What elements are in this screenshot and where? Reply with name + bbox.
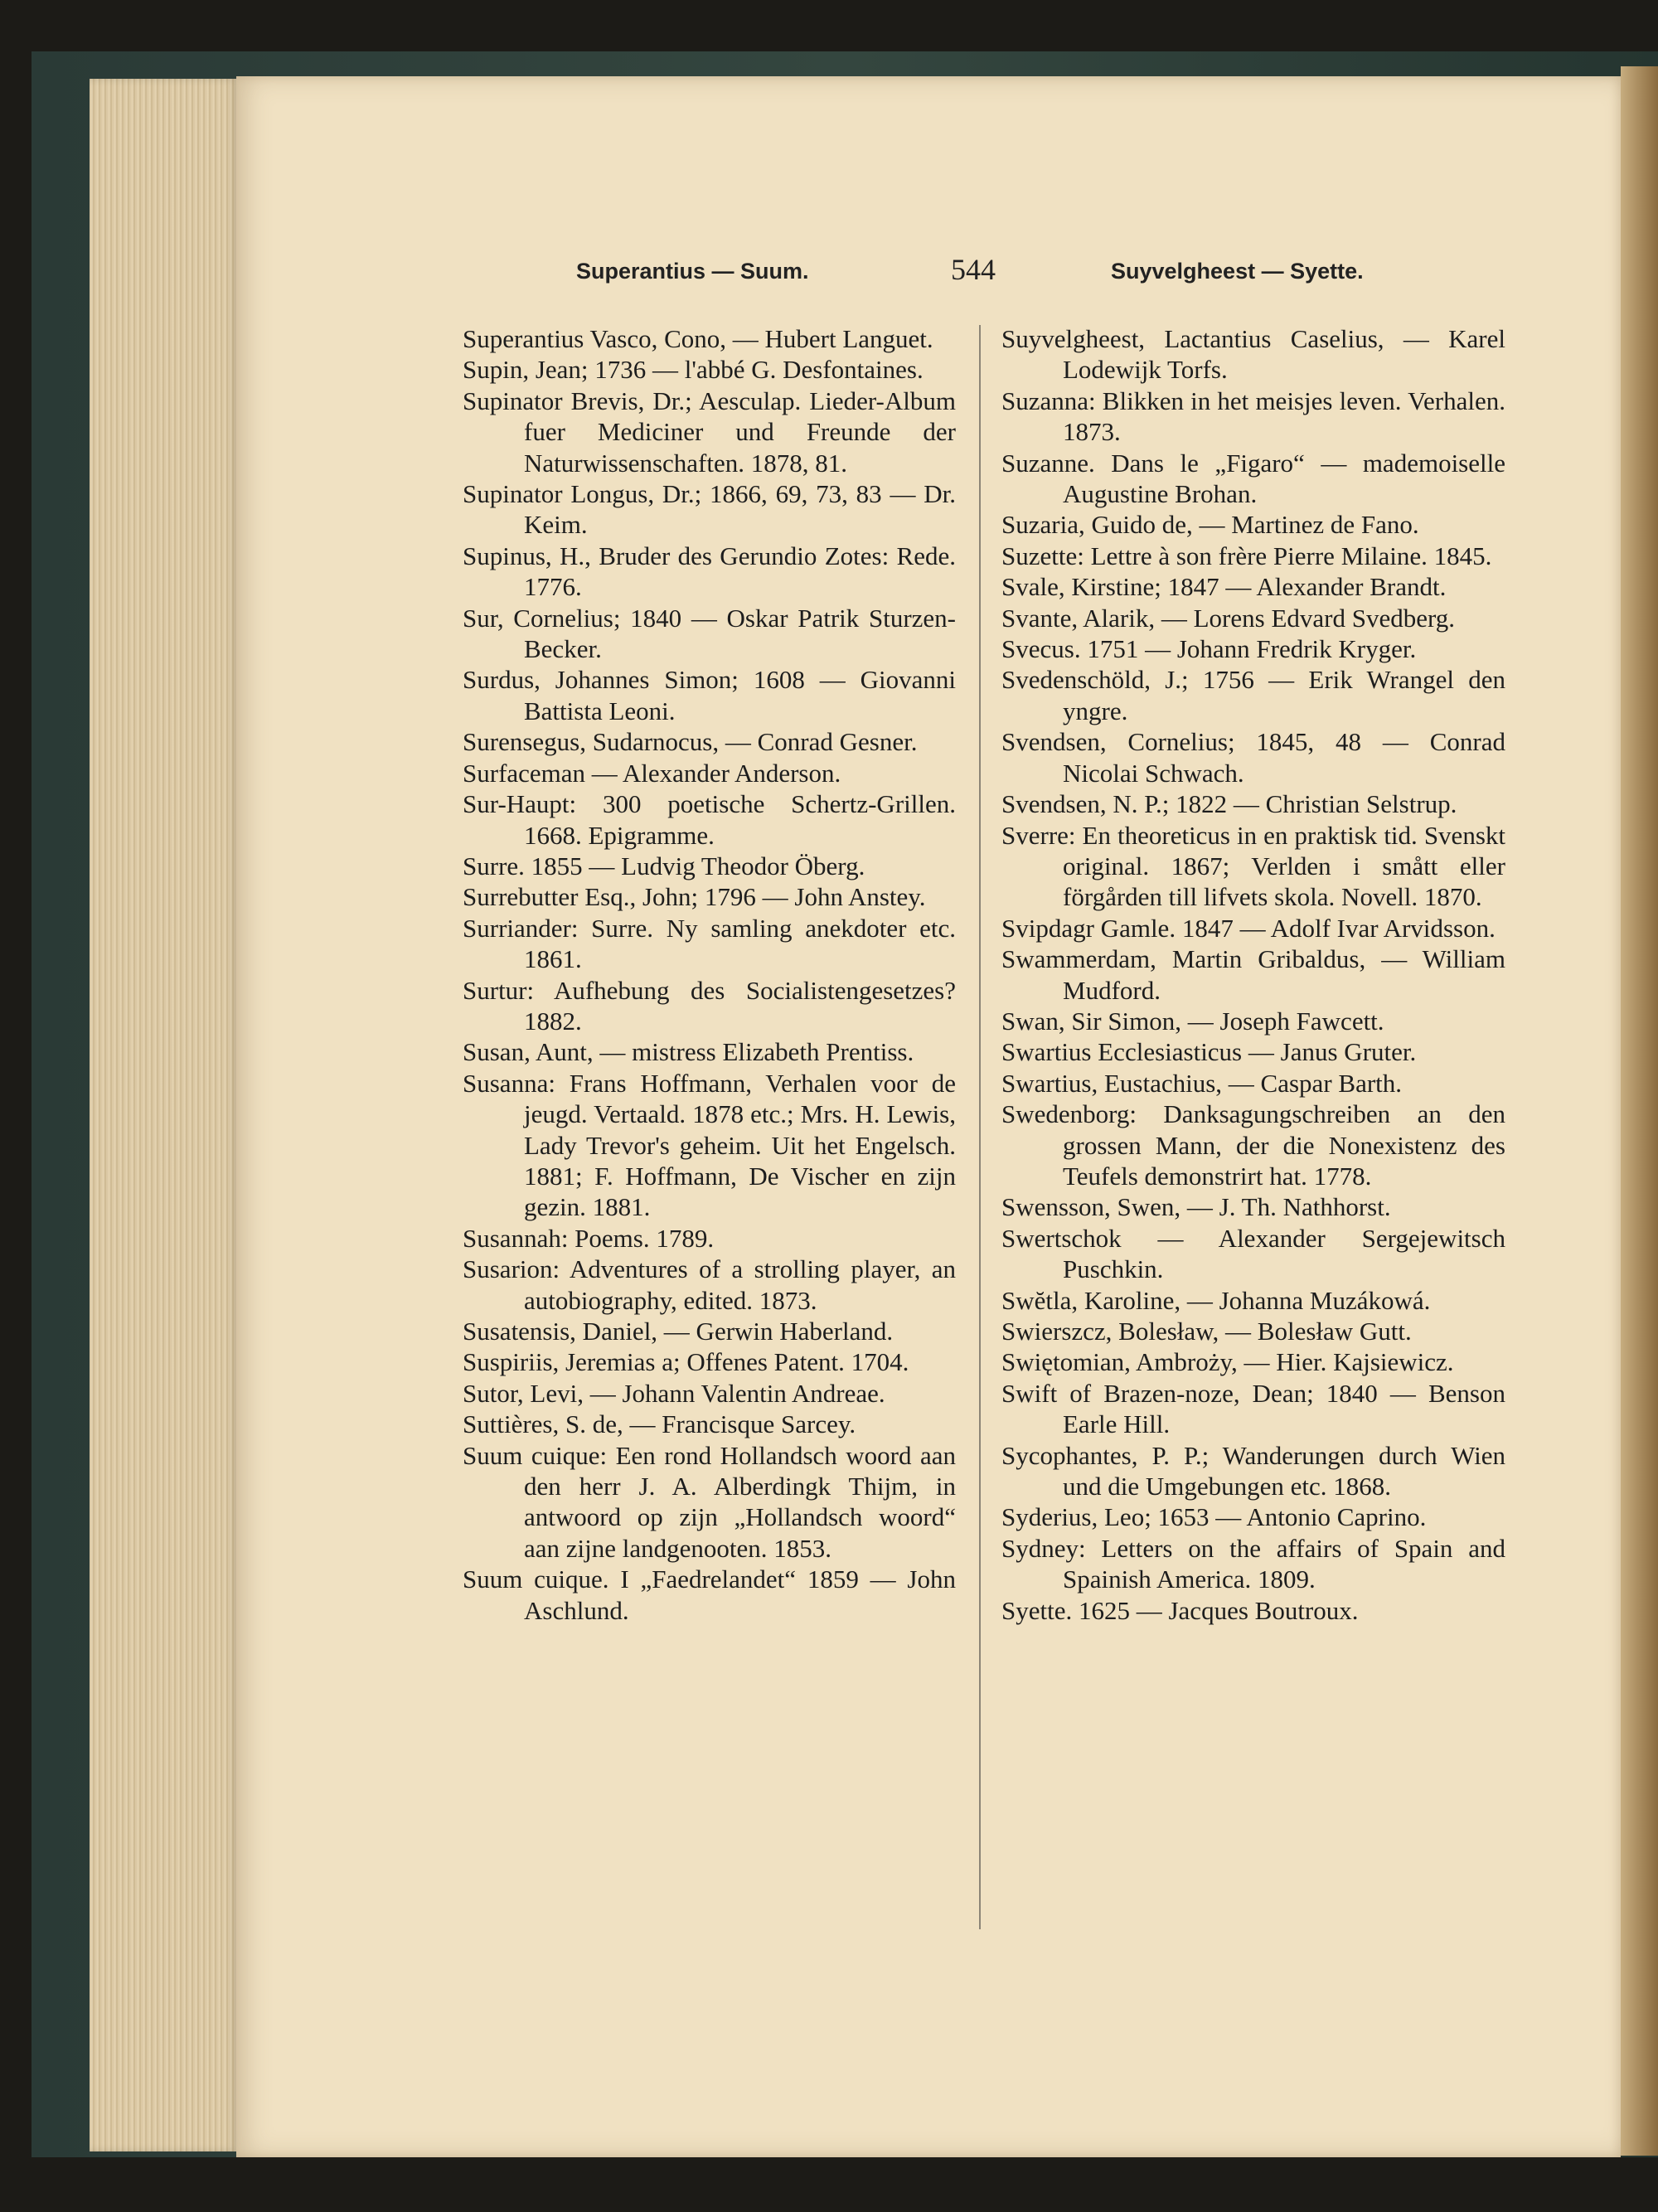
entry: Swammerdam, Martin Gribaldus, — William Mudford.	[1001, 944, 1505, 1005]
entry: Swift of Brazen-noze, Dean; 1840 — Benson Earle Hill.	[1001, 1378, 1505, 1439]
entry: Supinator Brevis, Dr.; Aesculap. Lieder-Album fuer Mediciner und Freunde der Naturwissenschaften. 1878, 81.	[463, 386, 956, 478]
entry: Swartius, Eustachius, — Caspar Barth.	[1001, 1068, 1403, 1098]
entry: Susan, Aunt, — mistress Elizabeth Prentiss.	[463, 1037, 914, 1067]
entry: Swĕtla, Karoline, — Johanna Muzákowá.	[1001, 1285, 1431, 1315]
page-edges	[90, 79, 239, 2151]
entry: Surriander: Surre. Ny samling anekdoter etc. 1861.	[463, 913, 956, 974]
entry: Surensegus, Sudarnocus, — Conrad Gesner.	[463, 727, 918, 757]
entry: Svendsen, Cornelius; 1845, 48 — Conrad Nicolai Schwach.	[1001, 727, 1505, 788]
entry: Susanna: Frans Hoffmann, Verhalen voor de jeugd. Vertaald. 1878 etc.; Mrs. H. Lewis, Lady Trevor's geheim. Uit het Engelsch. 1881; F. Hoffmann, De Vischer en zijn gezin. 1881.	[463, 1068, 956, 1222]
running-header-right: Suyvelgheest — Syette.	[1111, 259, 1364, 284]
entry: Susarion: Adventures of a strolling player, an autobiography, edited. 1873.	[463, 1254, 956, 1315]
entry: Sutor, Levi, — Johann Valentin Andreae.	[463, 1378, 885, 1408]
entry: Susatensis, Daniel, — Gerwin Haberland.	[463, 1317, 894, 1346]
entry: Supinus, H., Bruder des Gerundio Zotes: Rede. 1776.	[463, 541, 956, 602]
entry: Supin, Jean; 1736 — l'abbé G. Desfontaines.	[463, 355, 924, 385]
entry: Susannah: Poems. 1789.	[463, 1223, 715, 1253]
entry: Swartius Ecclesiasticus — Janus Gruter.	[1001, 1037, 1417, 1067]
entry: Superantius Vasco, Cono, — Hubert Languet.	[463, 324, 933, 353]
entry: Suzaria, Guido de, — Martinez de Fano.	[1001, 510, 1419, 540]
entry: Surfaceman — Alexander Anderson.	[463, 758, 841, 788]
entry: Swan, Sir Simon, — Joseph Fawcett.	[1001, 1006, 1384, 1036]
entry: Svale, Kirstine; 1847 — Alexander Brandt.	[1001, 572, 1447, 602]
entry: Svedenschöld, J.; 1756 — Erik Wrangel den yngre.	[1001, 665, 1505, 725]
entry: Suttières, S. de, — Francisque Sarcey.	[463, 1409, 856, 1439]
entry: Swierszcz, Bolesław, — Bolesław Gutt.	[1001, 1317, 1412, 1346]
entry: Suspiriis, Jeremias a; Offenes Patent. 1704.	[463, 1347, 909, 1377]
column-divider	[979, 325, 981, 1929]
entry: Suum cuique: Een rond Hollandsch woord aan den herr J. A. Alberdingk Thijm, in antwoord op zijn „Hollandsch woord“ aan zijne landgenooten. 1853.	[463, 1440, 956, 1563]
running-header-left: Superantius — Suum.	[576, 259, 809, 284]
entry: Suzanna: Blikken in het meisjes leven. Verhalen. 1873.	[1001, 386, 1505, 447]
entry: Suzette: Lettre à son frère Pierre Milaine. 1845.	[1001, 541, 1492, 570]
left-column	[463, 323, 956, 1626]
entry: Surrebutter Esq., John; 1796 — John Anstey.	[463, 882, 926, 912]
entry: Sur, Cornelius; 1840 — Oskar Patrik Sturzen-Becker.	[463, 603, 956, 664]
entry: Surre. 1855 — Ludvig Theodor Öberg.	[463, 851, 865, 880]
entry: Surtur: Aufhebung des Socialistengesetzes? 1882.	[463, 975, 956, 1036]
entry: Sycophantes, P. P.; Wanderungen durch Wien und die Umgebungen etc. 1868.	[1001, 1440, 1505, 1501]
entry: Suyvelgheest, Lactantius Caselius, — Karel Lodewijk Torfs.	[1001, 324, 1505, 385]
entry: Sydney: Letters on the affairs of Spain and Spainish America. 1809.	[1001, 1533, 1505, 1594]
entry: Suum cuique. I „Faedrelandet“ 1859 — John Aschlund.	[463, 1564, 956, 1625]
entry: Sur-Haupt: 300 poetische Schertz-Grillen. 1668. Epigramme.	[463, 789, 956, 850]
entry: Suzanne. Dans le „Figaro“ — mademoiselle Augustine Brohan.	[1001, 448, 1505, 509]
entry: Swiętomian, Ambroży, — Hier. Kajsiewicz.	[1001, 1347, 1454, 1377]
entry: Svecus. 1751 — Johann Fredrik Kryger.	[1001, 634, 1417, 664]
entry: Swensson, Swen, — J. Th. Nathhorst.	[1001, 1192, 1391, 1222]
page-number: 544	[951, 253, 996, 286]
entry: Swedenborg: Danksagungschreiben an den grossen Mann, der die Nonexistenz des Teufels demonstrirt hat. 1778.	[1001, 1099, 1505, 1191]
next-page-edge	[1621, 66, 1658, 2156]
entry: Supinator Longus, Dr.; 1866, 69, 73, 83 — Dr. Keim.	[463, 479, 956, 540]
right-column	[1001, 323, 1505, 1626]
entry: Syette. 1625 — Jacques Boutroux.	[1001, 1595, 1359, 1625]
entry: Syderius, Leo; 1653 — Antonio Caprino.	[1001, 1502, 1427, 1532]
entry: Svendsen, N. P.; 1822 — Christian Selstrup.	[1001, 789, 1457, 819]
entry: Sverre: En theoreticus in en praktisk tid. Svenskt original. 1867; Verlden i smått eller förgården till lifvets skola. Novell. 1870.	[1001, 820, 1505, 912]
entry: Svante, Alarik, — Lorens Edvard Svedberg.	[1001, 603, 1455, 633]
entry: Surdus, Johannes Simon; 1608 — Giovanni Battista Leoni.	[463, 665, 956, 725]
entry: Swertschok — Alexander Sergejewitsch Puschkin.	[1001, 1223, 1505, 1284]
entry: Svipdagr Gamle. 1847 — Adolf Ivar Arvidsson.	[1001, 913, 1496, 943]
